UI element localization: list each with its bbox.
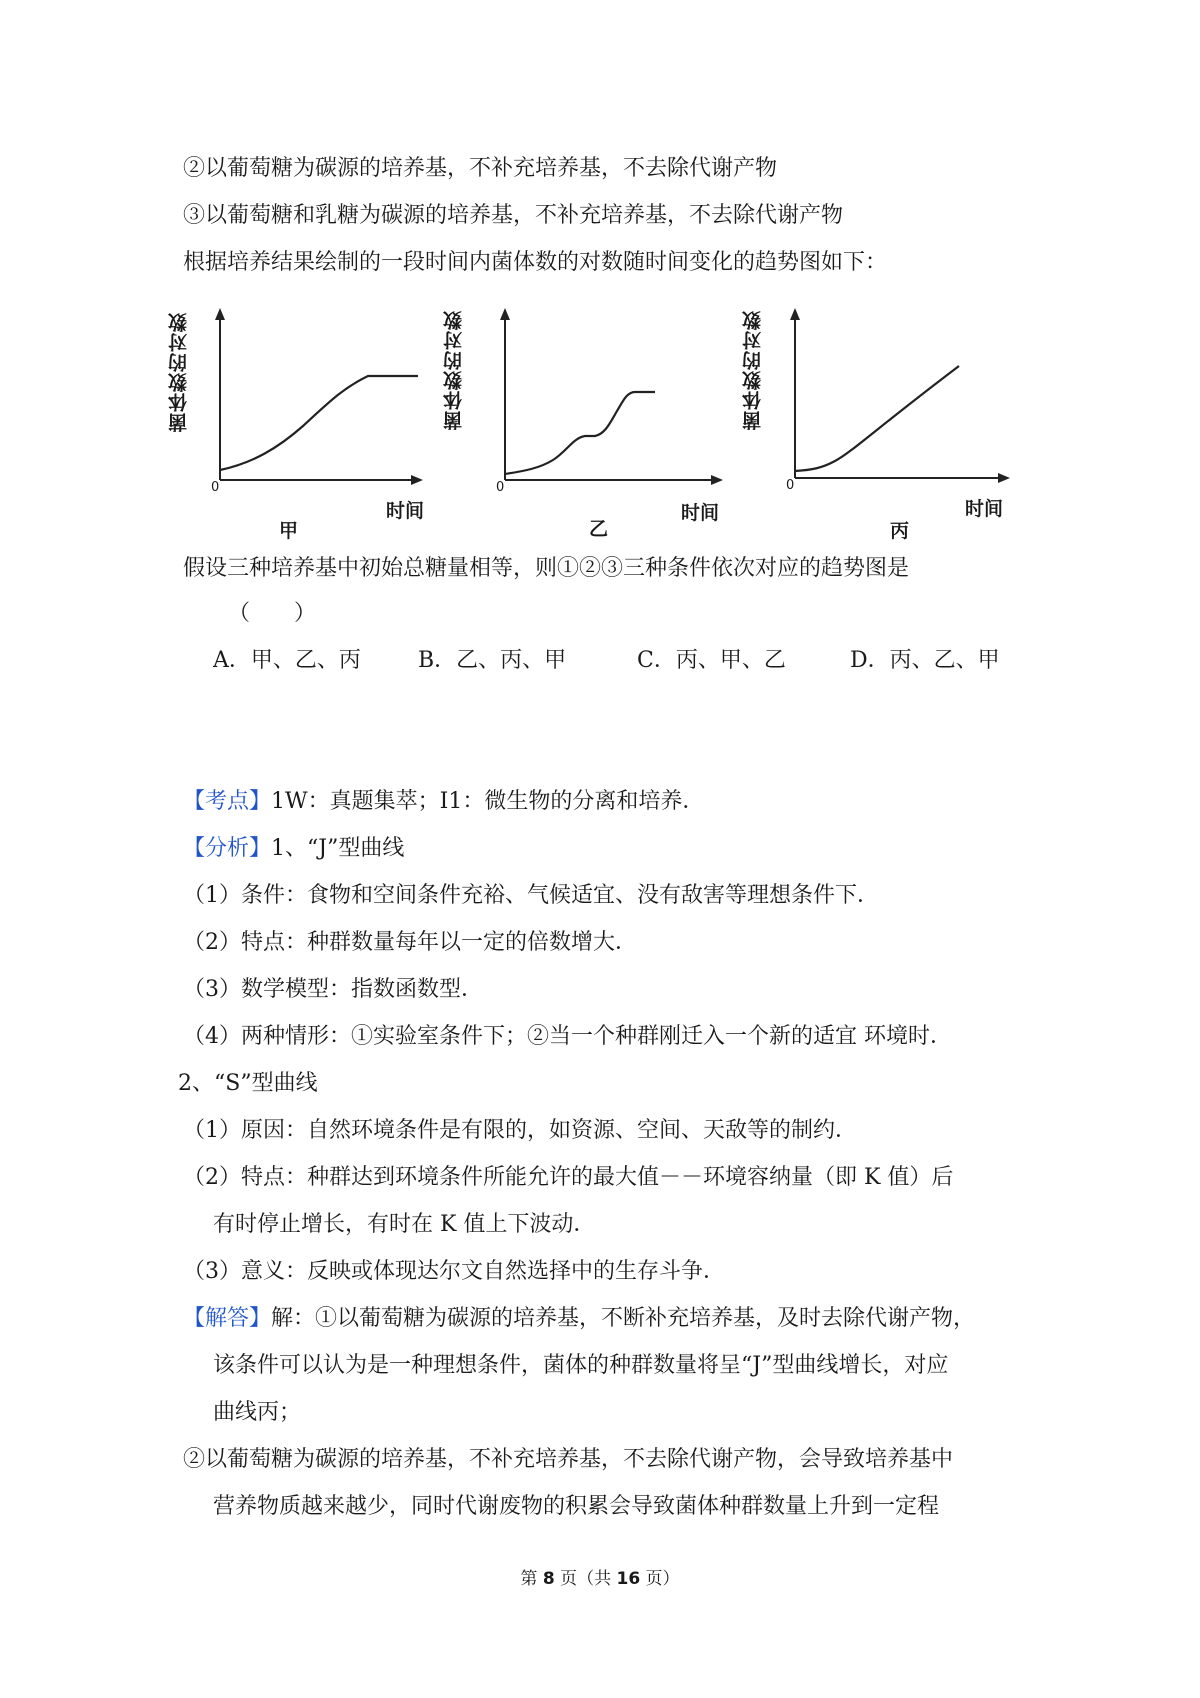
fenxi-tag: 【分析】: [183, 836, 272, 861]
j-curve-feature: （2）特点：种群数量每年以一定的倍数增大．: [183, 930, 637, 955]
graph-jia-origin: 0: [211, 480, 220, 495]
jieda-cond2: ②以葡萄糖为碳源的培养基，不补充培养基，不去除代谢产物，会导致培养基中: [183, 1447, 954, 1472]
graph-yi-ylabel: 菌体数的对数: [443, 310, 465, 430]
option-c: C．丙、甲、乙: [637, 648, 786, 673]
jieda-line: [183, 1305, 975, 1333]
footer-suffix: 页）: [640, 1569, 680, 1589]
graph-jia: [168, 308, 473, 548]
j-curve-model: （3）数学模型：指数函数型．: [183, 977, 483, 1002]
y-arrow: [500, 308, 510, 320]
intro-line: 根据培养结果绘制的一段时间内菌体数的对数随时间变化的趋势图如下：: [183, 250, 888, 275]
condition-2-line: ②以葡萄糖为碳源的培养基，不补充培养基，不去除代谢产物: [183, 156, 778, 181]
jieda-text: 解：①以葡萄糖为碳源的培养基，不断补充培养基，及时去除代谢产物，: [271, 1306, 976, 1331]
s-curve-reason: （1）原因：自然环境条件是有限的，如资源、空间、天敌等的制约．: [183, 1118, 857, 1143]
graph-yi-name: 乙: [589, 518, 609, 540]
graph-jia-ylabel: 菌体数的对数: [168, 312, 190, 432]
graph-yi-svg: [475, 308, 765, 548]
jieda-cont-1: 该条件可以认为是一种理想条件，菌体的种群数量将呈“J”型曲线增长，对应: [213, 1353, 949, 1378]
graph-bing-xlabel: 时间: [965, 498, 1004, 520]
y-arrow: [790, 308, 800, 320]
kaodian-line: [183, 788, 704, 816]
graph-bing-origin: 0: [786, 478, 795, 493]
curve-yi: [505, 392, 655, 474]
x-arrow: [411, 475, 423, 485]
s-curve-meaning: （3）意义：反映或体现达尔文自然选择中的生存斗争．: [183, 1259, 725, 1284]
answer-blank: （ ）: [228, 601, 317, 626]
j-curve-condition: （1）条件：食物和空间条件充裕、气候适宜、没有敌害等理想条件下．: [183, 883, 879, 908]
s-curve-feature: （2）特点：种群达到环境条件所能允许的最大值－－环境容纳量（即 K 值）后: [183, 1165, 954, 1190]
option-b: B．乙、丙、甲: [418, 648, 567, 673]
graph-yi-origin: 0: [496, 480, 505, 495]
footer-middle: 页（共: [554, 1569, 617, 1589]
graph-bing: [742, 308, 1047, 548]
option-a: A．甲、乙、丙: [213, 648, 361, 673]
page-footer: [0, 1564, 1200, 1589]
options: [213, 647, 1000, 675]
assumption-line: 假设三种培养基中初始总糖量相等，则①②③三种条件依次对应的趋势图是: [183, 556, 910, 581]
x-arrow: [998, 473, 1010, 483]
curve-bing: [795, 366, 959, 471]
footer-total: 16: [616, 1569, 641, 1589]
option-d: D．丙、乙、甲: [850, 648, 1000, 673]
graph-bing-ylabel: 菌体数的对数: [742, 310, 764, 430]
jieda-cond2-cont: 营养物质越来越少，同时代谢废物的积累会导致菌体种群数量上升到一定程: [213, 1494, 940, 1519]
footer-page: 8: [542, 1569, 555, 1589]
jieda-tag: 【解答】: [183, 1306, 272, 1331]
graph-bing-svg: [757, 308, 1047, 548]
kaodian-tag: 【考点】: [183, 789, 272, 814]
j-curve-cases: （4）两种情形：①实验室条件下；②当一个种群刚迁入一个新的适宜 环境时．: [183, 1024, 952, 1049]
graph-jia-xlabel: 时间: [386, 500, 425, 522]
s-curve-feature-cont: 有时停止增长，有时在 K 值上下波动．: [213, 1212, 596, 1237]
y-arrow: [215, 308, 225, 320]
graph-jia-svg: [183, 308, 473, 548]
footer-prefix: 第: [520, 1569, 543, 1589]
curve-jia: [220, 376, 418, 470]
fenxi-text: 1、“J”型曲线: [271, 836, 405, 861]
x-arrow: [711, 475, 723, 485]
s-curve-title: 2、“S”型曲线: [178, 1071, 318, 1096]
graph-jia-name: 甲: [279, 520, 299, 542]
condition-3-line: ③以葡萄糖和乳糖为碳源的培养基，不补充培养基，不去除代谢产物: [183, 203, 844, 228]
graph-bing-name: 丙: [890, 520, 910, 542]
graph-yi: [443, 308, 765, 548]
kaodian-text: 1W：真题集萃；I1：微生物的分离和培养．: [271, 789, 705, 814]
fenxi-line: [183, 835, 404, 863]
jieda-cont-2: 曲线丙；: [213, 1400, 302, 1425]
graph-yi-xlabel: 时间: [681, 502, 720, 524]
